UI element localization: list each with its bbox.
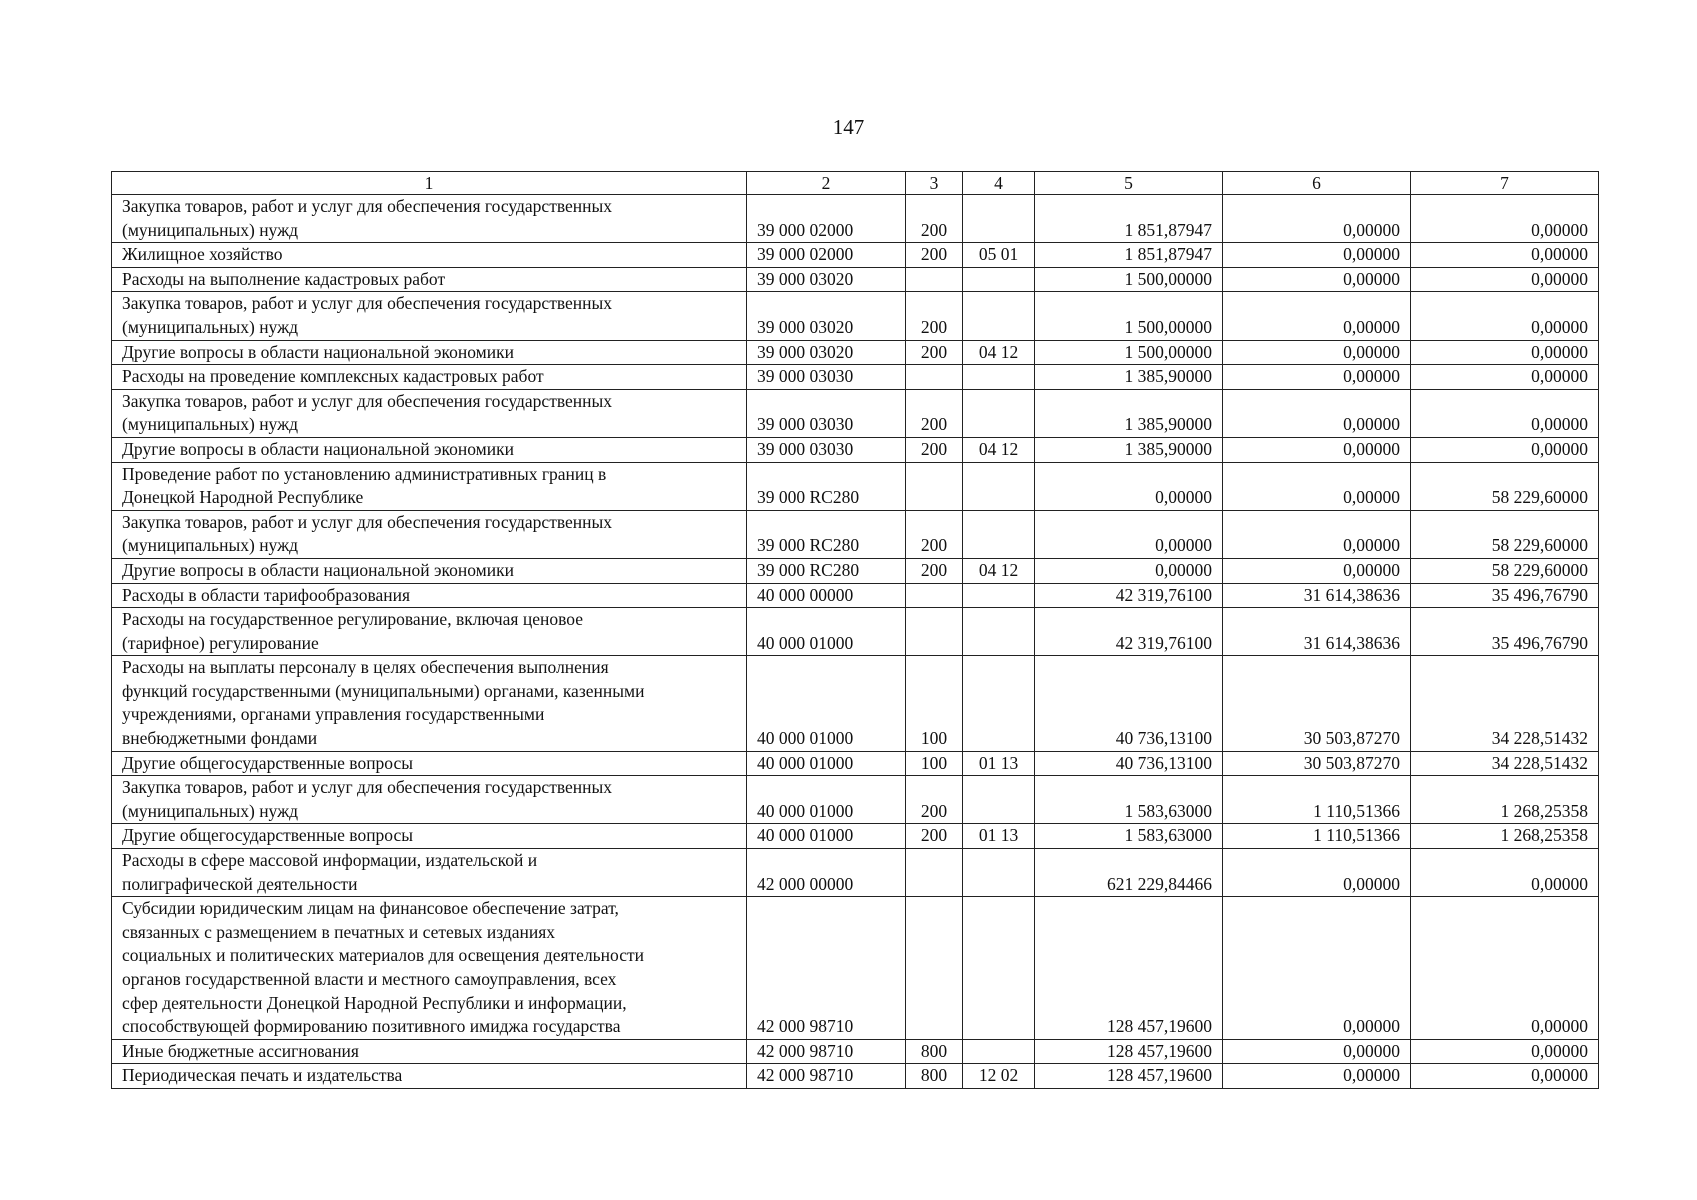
column-header: 1 [112, 172, 747, 195]
section-cell [963, 510, 1035, 558]
amount-col7-cell: 0,00000 [1411, 389, 1599, 437]
row-name-cell: Иные бюджетные ассигнования [112, 1039, 747, 1064]
row-name-cell: Закупка товаров, работ и услуг для обеспечения государственных (муниципальных) нужд [112, 389, 747, 437]
table-row [112, 824, 1599, 849]
amount-col6-cell: 0,00000 [1223, 243, 1411, 268]
amount-col5-cell: 1 385,90000 [1035, 389, 1223, 437]
section-cell [963, 267, 1035, 292]
section-cell: 04 12 [963, 558, 1035, 583]
row-name-cell: Другие вопросы в области национальной экономики [112, 558, 747, 583]
amount-col7-cell: 0,00000 [1411, 267, 1599, 292]
expense-type-cell: 200 [906, 243, 963, 268]
row-name-cell: Расходы на государственное регулирование, включая ценовое (тарифное) регулирование [112, 608, 747, 656]
amount-col7-cell: 0,00000 [1411, 897, 1599, 1040]
amount-col7-cell: 0,00000 [1411, 195, 1599, 243]
amount-col6-cell: 1 110,51366 [1223, 824, 1411, 849]
table-row [112, 437, 1599, 462]
amount-col5-cell: 128 457,19600 [1035, 897, 1223, 1040]
table-row [112, 558, 1599, 583]
table-row [112, 340, 1599, 365]
target-code-cell: 39 000 03020 [747, 292, 906, 340]
column-header: 7 [1411, 172, 1599, 195]
table-body [112, 195, 1599, 1089]
expense-type-cell: 200 [906, 510, 963, 558]
expense-type-cell: 800 [906, 1064, 963, 1089]
table-row [112, 510, 1599, 558]
table-row [112, 1039, 1599, 1064]
target-code-cell: 39 000 02000 [747, 195, 906, 243]
amount-col5-cell: 1 851,87947 [1035, 243, 1223, 268]
amount-col7-cell: 34 228,51432 [1411, 751, 1599, 776]
target-code-cell: 39 000 03020 [747, 340, 906, 365]
section-cell: 04 12 [963, 437, 1035, 462]
amount-col7-cell: 0,00000 [1411, 340, 1599, 365]
section-cell [963, 195, 1035, 243]
amount-col7-cell: 0,00000 [1411, 365, 1599, 390]
amount-col7-cell: 0,00000 [1411, 292, 1599, 340]
expense-type-cell [906, 849, 963, 897]
amount-col5-cell: 0,00000 [1035, 558, 1223, 583]
expense-type-cell: 200 [906, 292, 963, 340]
amount-col6-cell: 0,00000 [1223, 1039, 1411, 1064]
amount-col6-cell: 0,00000 [1223, 510, 1411, 558]
amount-col7-cell: 35 496,76790 [1411, 608, 1599, 656]
amount-col7-cell: 1 268,25358 [1411, 776, 1599, 824]
column-header: 3 [906, 172, 963, 195]
section-cell [963, 292, 1035, 340]
amount-col5-cell: 40 736,13100 [1035, 751, 1223, 776]
expense-type-cell: 200 [906, 824, 963, 849]
table-row [112, 462, 1599, 510]
table-row [112, 243, 1599, 268]
amount-col5-cell: 1 385,90000 [1035, 437, 1223, 462]
column-header: 4 [963, 172, 1035, 195]
section-cell: 01 13 [963, 824, 1035, 849]
row-name-cell: Другие общегосударственные вопросы [112, 751, 747, 776]
target-code-cell: 42 000 98710 [747, 1039, 906, 1064]
section-cell: 12 02 [963, 1064, 1035, 1089]
table-row [112, 267, 1599, 292]
amount-col5-cell: 621 229,84466 [1035, 849, 1223, 897]
table-row [112, 849, 1599, 897]
target-code-cell: 39 000 03030 [747, 389, 906, 437]
budget-table [111, 171, 1599, 1089]
amount-col6-cell: 0,00000 [1223, 340, 1411, 365]
section-cell [963, 389, 1035, 437]
amount-col7-cell: 0,00000 [1411, 1064, 1599, 1089]
row-name-cell: Расходы на выплаты персоналу в целях обеспечения выполнения функций государственными (муниципальными) органами, казенными учреждениями, органами управления государственными внебюджетными фондами [112, 656, 747, 751]
section-cell [963, 583, 1035, 608]
target-code-cell: 39 000 03030 [747, 437, 906, 462]
target-code-cell: 40 000 01000 [747, 776, 906, 824]
amount-col7-cell: 1 268,25358 [1411, 824, 1599, 849]
expense-type-cell [906, 897, 963, 1040]
expense-type-cell [906, 462, 963, 510]
amount-col6-cell: 0,00000 [1223, 389, 1411, 437]
amount-col5-cell: 1 500,00000 [1035, 267, 1223, 292]
table-row [112, 389, 1599, 437]
table-row [112, 365, 1599, 390]
table-row [112, 292, 1599, 340]
target-code-cell: 39 000 RC280 [747, 510, 906, 558]
amount-col5-cell: 1 851,87947 [1035, 195, 1223, 243]
row-name-cell: Закупка товаров, работ и услуг для обеспечения государственных (муниципальных) нужд [112, 776, 747, 824]
row-name-cell: Субсидии юридическим лицам на финансовое обеспечение затрат, связанных с размещением в печатных и сетевых изданиях социальных и политических материалов для освещения деятельности органов государственной власти и местного самоуправления, всех сфер деятельности Донецкой Народной Республики и информации, способствующей формированию позитивного имиджа государства [112, 897, 747, 1040]
amount-col7-cell: 0,00000 [1411, 243, 1599, 268]
target-code-cell: 39 000 03030 [747, 365, 906, 390]
amount-col7-cell: 0,00000 [1411, 437, 1599, 462]
amount-col5-cell: 1 385,90000 [1035, 365, 1223, 390]
expense-type-cell: 200 [906, 389, 963, 437]
target-code-cell: 39 000 RC280 [747, 462, 906, 510]
row-name-cell: Жилищное хозяйство [112, 243, 747, 268]
target-code-cell: 40 000 00000 [747, 583, 906, 608]
section-cell: 04 12 [963, 340, 1035, 365]
section-cell [963, 849, 1035, 897]
amount-col5-cell: 128 457,19600 [1035, 1064, 1223, 1089]
expense-type-cell [906, 365, 963, 390]
target-code-cell: 42 000 00000 [747, 849, 906, 897]
expense-type-cell: 200 [906, 340, 963, 365]
amount-col5-cell: 128 457,19600 [1035, 1039, 1223, 1064]
expense-type-cell: 200 [906, 195, 963, 243]
row-name-cell: Расходы на выполнение кадастровых работ [112, 267, 747, 292]
row-name-cell: Другие общегосударственные вопросы [112, 824, 747, 849]
target-code-cell: 42 000 98710 [747, 1064, 906, 1089]
amount-col6-cell: 1 110,51366 [1223, 776, 1411, 824]
table-row [112, 195, 1599, 243]
amount-col6-cell: 0,00000 [1223, 267, 1411, 292]
amount-col6-cell: 31 614,38636 [1223, 583, 1411, 608]
row-name-cell: Проведение работ по установлению административных границ в Донецкой Народной Республике [112, 462, 747, 510]
section-cell: 05 01 [963, 243, 1035, 268]
amount-col6-cell: 0,00000 [1223, 195, 1411, 243]
table-row [112, 583, 1599, 608]
expense-type-cell: 800 [906, 1039, 963, 1064]
row-name-cell: Расходы в области тарифообразования [112, 583, 747, 608]
table-row [112, 897, 1599, 1040]
row-name-cell: Периодическая печать и издательства [112, 1064, 747, 1089]
target-code-cell: 39 000 02000 [747, 243, 906, 268]
amount-col6-cell: 30 503,87270 [1223, 751, 1411, 776]
target-code-cell: 40 000 01000 [747, 656, 906, 751]
section-cell [963, 462, 1035, 510]
amount-col5-cell: 1 583,63000 [1035, 824, 1223, 849]
expense-type-cell: 200 [906, 776, 963, 824]
row-name-cell: Расходы в сфере массовой информации, издательской и полиграфической деятельности [112, 849, 747, 897]
expense-type-cell: 100 [906, 751, 963, 776]
table-row [112, 608, 1599, 656]
amount-col5-cell: 1 500,00000 [1035, 340, 1223, 365]
row-name-cell: Закупка товаров, работ и услуг для обеспечения государственных (муниципальных) нужд [112, 292, 747, 340]
amount-col5-cell: 42 319,76100 [1035, 583, 1223, 608]
column-header: 5 [1035, 172, 1223, 195]
section-cell [963, 1039, 1035, 1064]
amount-col5-cell: 1 500,00000 [1035, 292, 1223, 340]
expense-type-cell: 200 [906, 558, 963, 583]
section-cell: 01 13 [963, 751, 1035, 776]
amount-col6-cell: 0,00000 [1223, 849, 1411, 897]
amount-col6-cell: 0,00000 [1223, 437, 1411, 462]
section-cell [963, 897, 1035, 1040]
section-cell [963, 656, 1035, 751]
row-name-cell: Закупка товаров, работ и услуг для обеспечения государственных (муниципальных) нужд [112, 510, 747, 558]
target-code-cell: 40 000 01000 [747, 608, 906, 656]
amount-col7-cell: 34 228,51432 [1411, 656, 1599, 751]
amount-col7-cell: 58 229,60000 [1411, 462, 1599, 510]
target-code-cell: 39 000 RC280 [747, 558, 906, 583]
section-cell [963, 776, 1035, 824]
column-header: 2 [747, 172, 906, 195]
expense-type-cell [906, 267, 963, 292]
amount-col7-cell: 0,00000 [1411, 1039, 1599, 1064]
section-cell [963, 608, 1035, 656]
row-name-cell: Другие вопросы в области национальной экономики [112, 340, 747, 365]
row-name-cell: Другие вопросы в области национальной экономики [112, 437, 747, 462]
amount-col5-cell: 0,00000 [1035, 510, 1223, 558]
target-code-cell: 42 000 98710 [747, 897, 906, 1040]
amount-col6-cell: 0,00000 [1223, 558, 1411, 583]
amount-col6-cell: 0,00000 [1223, 292, 1411, 340]
row-name-cell: Закупка товаров, работ и услуг для обеспечения государственных (муниципальных) нужд [112, 195, 747, 243]
table-row [112, 751, 1599, 776]
amount-col6-cell: 0,00000 [1223, 365, 1411, 390]
target-code-cell: 40 000 01000 [747, 751, 906, 776]
section-cell [963, 365, 1035, 390]
table-row [112, 656, 1599, 751]
expense-type-cell: 100 [906, 656, 963, 751]
expense-type-cell [906, 608, 963, 656]
amount-col5-cell: 0,00000 [1035, 462, 1223, 510]
amount-col6-cell: 0,00000 [1223, 1064, 1411, 1089]
column-header: 6 [1223, 172, 1411, 195]
amount-col5-cell: 40 736,13100 [1035, 656, 1223, 751]
amount-col6-cell: 30 503,87270 [1223, 656, 1411, 751]
amount-col7-cell: 35 496,76790 [1411, 583, 1599, 608]
amount-col5-cell: 1 583,63000 [1035, 776, 1223, 824]
row-name-cell: Расходы на проведение комплексных кадастровых работ [112, 365, 747, 390]
amount-col7-cell: 0,00000 [1411, 849, 1599, 897]
amount-col7-cell: 58 229,60000 [1411, 558, 1599, 583]
header-row [112, 172, 1599, 195]
page-number: 147 [832, 115, 865, 139]
amount-col7-cell: 58 229,60000 [1411, 510, 1599, 558]
target-code-cell: 40 000 01000 [747, 824, 906, 849]
table-row [112, 776, 1599, 824]
expense-type-cell: 200 [906, 437, 963, 462]
table-row [112, 1064, 1599, 1089]
amount-col5-cell: 42 319,76100 [1035, 608, 1223, 656]
amount-col6-cell: 31 614,38636 [1223, 608, 1411, 656]
target-code-cell: 39 000 03020 [747, 267, 906, 292]
amount-col6-cell: 0,00000 [1223, 462, 1411, 510]
expense-type-cell [906, 583, 963, 608]
amount-col6-cell: 0,00000 [1223, 897, 1411, 1040]
